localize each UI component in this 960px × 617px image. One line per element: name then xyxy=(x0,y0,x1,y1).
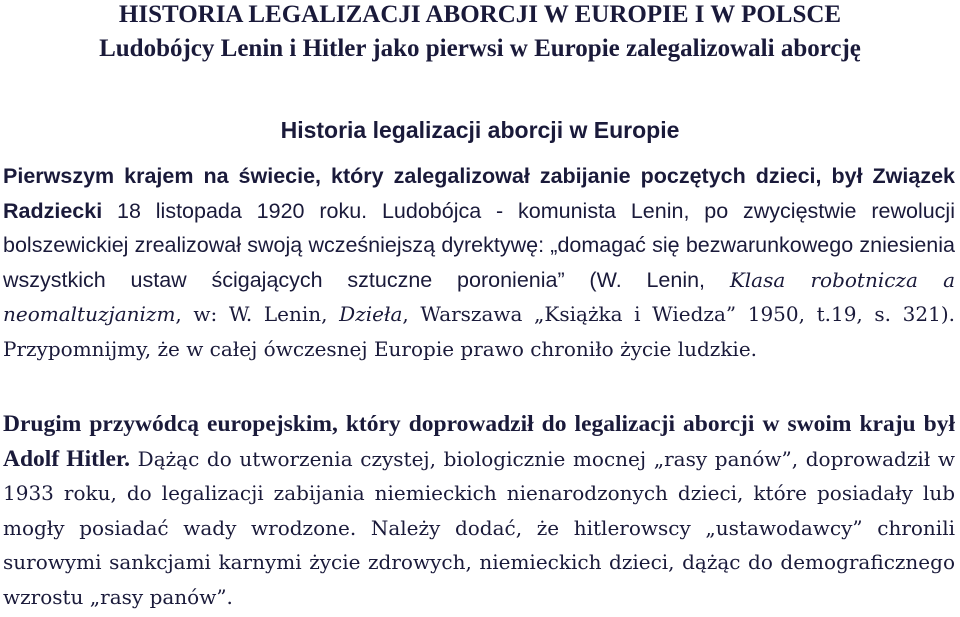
citation-tail: , Warszawa „Książka i Wiedza” 1950, t.19, s. 321). Przypomnijmy, że w całej ówczesnej Europie prawo chroniło życie ludzkie. xyxy=(3,302,955,361)
paragraph-lenin xyxy=(3,159,955,366)
citation-mid: , w: W. Lenin, xyxy=(175,302,340,326)
page-subtitle: Ludobójcy Lenin i Hitler jako pierwsi w Europie zalegalizowali aborcję xyxy=(99,35,861,62)
paragraph-hitler-lead: Drugim przywódcą europejskim, który doprowadził do legalizacji aborcji w swoim kraju był Adolf Hitler. xyxy=(3,411,955,472)
paragraph-hitler-body: Dążąc do utworzenia czystej, biologicznie mocnej „rasy panów”, doprowadził w 1933 roku, do legalizacji zabijania niemieckich nienarodzonych dzieci, które posiadały lub mogły posiadać wady wrodzone. Należy dodać, że hitlerowscy „ustawodawcy” chronili surowymi sankcjami karnymi życie zdrowych, niemieckich dzieci, dążąc do demograficznego wzrostu „rasy panów”. xyxy=(3,446,956,609)
paragraph-lenin-body: 18 listopada 1920 roku. Ludobójca - komunista Lenin, po zwycięstwie rewolucji bolszewickiej zrealizował swoją wcześniejszą dyrektywę: „domagać się bezwarunkowego zniesienia wszystkich ustaw ścigających sztuczne poronienia” (W. Lenin, xyxy=(3,198,955,292)
citation-collection: Dzieła xyxy=(339,302,403,326)
citation-title: Klasa robotnicza a neomaltuzjanizm xyxy=(3,267,955,326)
paragraph-hitler xyxy=(3,407,955,614)
paragraph-lenin-lead: Pierwszym krajem na świecie, który zalegalizował zabijanie poczętych dzieci, był Związek Radziecki xyxy=(3,164,955,223)
section-heading: Historia legalizacji aborcji w Europie xyxy=(280,117,680,143)
page-title: HISTORIA LEGALIZACJI ABORCJI W EUROPIE I W POLSCE xyxy=(118,1,842,28)
